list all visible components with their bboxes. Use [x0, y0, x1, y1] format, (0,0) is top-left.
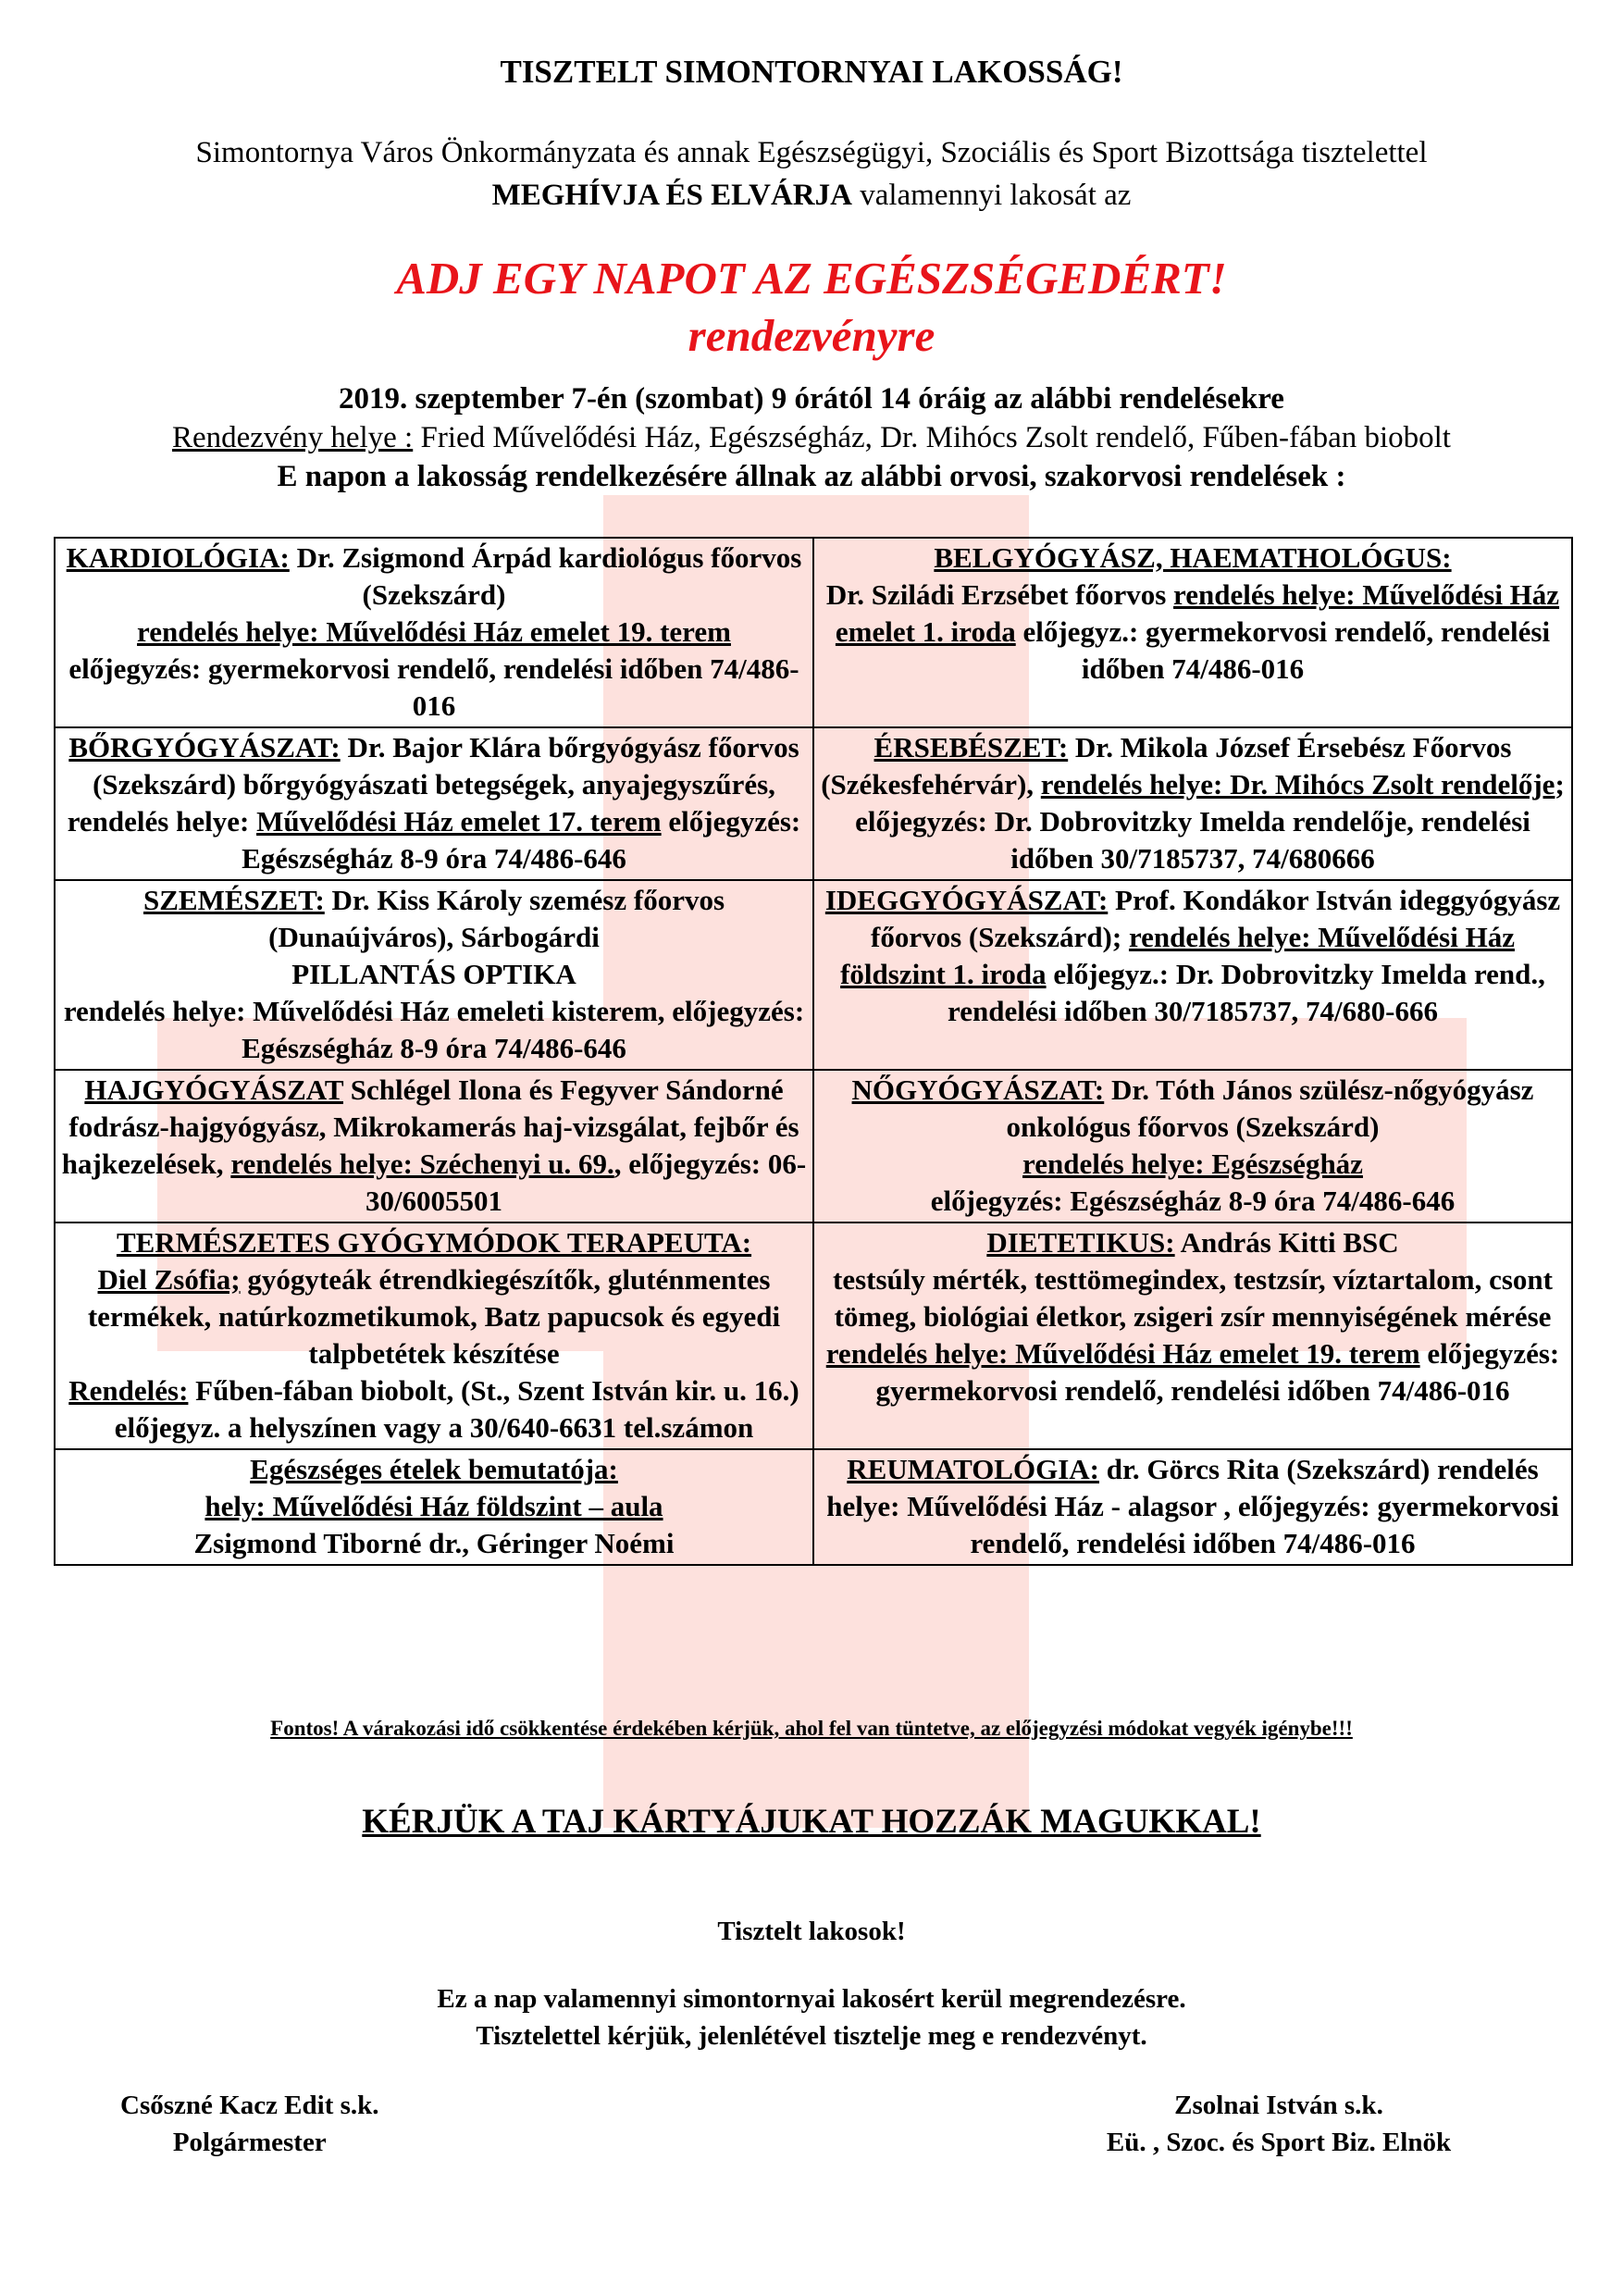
event-date: 2019. szeptember 7-én (szombat) 9 órától 14 óráig az alábbi rendelésekre [339, 382, 1284, 416]
service-text: gyógyteák étrendkiegészítők, gluténmentes termékek, natúrkozmetikumok, Batz papucsok és egyedi talpbetétek készítése [87, 1263, 781, 1370]
service-text: András Kitti BSC [1174, 1226, 1399, 1259]
service-place: rendelés helye: Művelődési Ház földszint 1. iroda [840, 921, 1515, 990]
service-cell-vascular-surgery [813, 727, 1572, 880]
dept-name: NŐGYÓGYÁSZAT: [851, 1074, 1105, 1106]
intro-rest: valamennyi lakosát az [851, 179, 1132, 212]
closing-line: Tisztelettel kérjük, jelenlétével tisztelje meg e rendezvényt. [476, 2021, 1147, 2051]
signature-name: Csőszné Kacz Edit s.k. [120, 2091, 379, 2120]
service-text: Fűben-fában biobolt, (St., Szent István kir. u. 16.) [188, 1374, 799, 1407]
dept-name: IDEGGYÓGYÁSZAT: [824, 884, 1109, 916]
service-text: Zsigmond Tiborné dr., Géringer Noémi [193, 1527, 675, 1559]
service-text: dr. Görcs Rita (Szekszárd) rendelés helye: Művelődési Ház - alagsor , előjegyzés: gyermekorvosi rendelő, rendelési időben 74/486-016 [826, 1453, 1559, 1559]
dept-name: REUMATOLÓGIA: [847, 1453, 1099, 1485]
signature-committee-chair [1047, 2087, 1510, 2161]
service-text: Dr. Bajor Klára bőrgyógyász főorvos (Szekszárd) bőrgyógyászati betegségek, anyajegyszűrés, rendelés helye: [67, 731, 799, 838]
service-text: , előjegyzés: 06-30/6005501 [365, 1148, 807, 1217]
event-title: ADJ EGY NAPOT AZ EGÉSZSÉGEDÉRT! [396, 253, 1227, 304]
service-cell-ophthalmology [55, 880, 813, 1070]
dept-name: TERMÉSZETES GYÓGYMÓDOK TERAPEUTA: [116, 1226, 752, 1259]
table-row [55, 1070, 1572, 1222]
service-cell-gynecology [813, 1070, 1572, 1222]
venue-label: Rendezvény helye : [172, 421, 414, 454]
service-cell-internal-medicine [813, 538, 1572, 727]
dept-name: DIETETIKUS: [986, 1226, 1175, 1259]
signature-role: Eü. , Szoc. és Sport Biz. Elnök [1106, 2128, 1452, 2157]
service-cell-neurology [813, 880, 1572, 1070]
event-details [0, 379, 1623, 496]
service-text: előjegyzés: gyermekorvosi rendelő, rendelési időben 74/486-016 [68, 652, 799, 722]
service-text: előjegyzés: Egészségház 8-9 óra 74/486-646 [242, 805, 801, 875]
service-place: hely: Művelődési Ház földszint – aula [204, 1490, 663, 1522]
closing-line: Ez a nap valamennyi simontornyai lakosért kerül megrendezésre. [437, 1984, 1186, 2014]
table-row [55, 727, 1572, 880]
intro-bold: MEGHÍVJA ÉS ELVÁRJA [491, 179, 852, 212]
service-cell-natural-therapy [55, 1222, 813, 1449]
event-subtitle: rendezvényre [688, 310, 935, 361]
service-text: Dr. Sziládi Erzsébet főorvos [825, 578, 1174, 611]
service-text: előjegyz. a helyszínen vagy a 30/640-6631 tel.számon [114, 1411, 754, 1444]
service-cell-trichology [55, 1070, 813, 1222]
service-text: PILLANTÁS OPTIKA [291, 958, 576, 990]
service-text: Dr. Zsigmond Árpád kardiológus főorvos (Szekszárd) [289, 541, 802, 611]
document-title: TISZTELT SIMONTORNYAI LAKOSSÁG! [500, 54, 1123, 90]
service-cell-rheumatology [813, 1449, 1572, 1565]
therapist-name: Diel Zsófia; [97, 1263, 241, 1296]
table-row [55, 880, 1572, 1070]
service-text: Dr. Mikola József Érsebész Főorvos (Székesfehérvár), [821, 731, 1512, 800]
signature-mayor [120, 2087, 379, 2161]
venue-text: Fried Művelődési Ház, Egészségház, Dr. Mihócs Zsolt rendelő, Fűben-fában biobolt [413, 421, 1451, 454]
dept-name: BŐRGYÓGYÁSZAT: [68, 731, 341, 763]
service-text: előjegyz.: Dr. Dobrovitzky Imelda rend., rendelési időben 30/7185737, 74/680-666 [948, 958, 1545, 1027]
service-text: Dr. Kiss Károly szemész főorvos (Dunaújváros), Sárbogárdi [268, 884, 725, 953]
dept-name: KARDIOLÓGIA: [66, 541, 290, 574]
service-text: előjegyzés: Egészségház 8-9 óra 74/486-646 [930, 1185, 1456, 1217]
service-text: előjegyzés: gyermekorvosi rendelő, rendelési időben 74/486-016 [875, 1337, 1560, 1407]
taj-card-notice: KÉRJÜK A TAJ KÁRTYÁJUKAT HOZZÁK MAGUKKAL! [362, 1803, 1261, 1841]
service-place: Művelődési Ház emelet 17. terem [256, 805, 662, 838]
dept-name: Egészséges ételek bemutatója: [250, 1453, 618, 1485]
service-place: rendelés helye: Széchenyi u. 69. [230, 1148, 614, 1180]
service-cell-cardiology [55, 538, 813, 727]
services-table [54, 537, 1573, 1566]
offer-line: E napon a lakosság rendelkezésére állnak az alábbi orvosi, szakorvosi rendelések : [277, 460, 1346, 493]
dept-name: HAJGYÓGYÁSZAT [84, 1074, 343, 1106]
service-place: rendelés helye: Művelődési Ház emelet 1. iroda [835, 578, 1560, 648]
closing-text [0, 1980, 1623, 2054]
intro-paragraph [0, 131, 1623, 217]
service-place: rendelés helye: Egészségház [1022, 1148, 1363, 1180]
service-text: rendelés helye: Művelődési Ház emeleti kisterem, előjegyzés: Egészségház 8-9 óra 74/486-646 [63, 995, 805, 1064]
service-text: testsúly mérték, testtömegindex, testzsír, víztartalom, csont tömeg, biológiai életkor, zsigeri zsír mennyiségének mérése [833, 1263, 1553, 1333]
service-text: Prof. Kondákor István ideggyógyász főorvos (Szekszárd); [871, 884, 1561, 953]
service-cell-healthy-food [55, 1449, 813, 1565]
dept-name: ÉRSEBÉSZET: [873, 731, 1069, 763]
service-place: rendelés helye: Dr. Mihócs Zsolt rendelője [1040, 768, 1555, 800]
signature-role: Polgármester [172, 2128, 327, 2157]
greeting: Tisztelt lakosok! [717, 1917, 906, 1946]
table-row [55, 1222, 1572, 1449]
dept-name: BELGYÓGYÁSZ, HAEMATHOLÓGUS: [934, 541, 1452, 574]
service-text: ; előjegyzés: Dr. Dobrovitzky Imelda rendelője, rendelési időben 30/7185737, 74/680666 [855, 768, 1565, 875]
service-text: Schlégel Ilona és Fegyver Sándorné fodrász-hajgyógyász, Mikrokamerás haj-vizsgálat, fejbőr és hajkezelések, [61, 1074, 799, 1180]
intro-line-2 [0, 174, 1623, 217]
service-place: rendelés helye: Művelődési Ház emelet 19. terem [137, 615, 731, 648]
service-place-label: Rendelés: [68, 1374, 189, 1407]
table-row [55, 538, 1572, 727]
event-venue [0, 418, 1623, 457]
service-text: előjegyz.: gyermekorvosi rendelő, rendelési időben 74/486-016 [1015, 615, 1551, 685]
table-row [55, 1449, 1572, 1565]
important-note: Fontos! A várakozási idő csökkentése érdekében kérjük, ahol fel van tüntetve, az előjegyzési módokat vegyék igénybe!!! [270, 1717, 1353, 1740]
service-cell-dietetics [813, 1222, 1572, 1449]
service-cell-dermatology [55, 727, 813, 880]
intro-line: Simontornya Város Önkormányzata és annak Egészségügyi, Szociális és Sport Bizottsága tisztelettel [195, 136, 1428, 169]
service-text: Dr. Tóth János szülész-nőgyógyász onkológus főorvos (Szekszárd) [1006, 1074, 1534, 1143]
service-place: rendelés helye: Művelődési Ház emelet 19. terem [825, 1337, 1420, 1370]
dept-name: SZEMÉSZET: [142, 884, 325, 916]
event-headline [0, 250, 1623, 365]
signature-name: Zsolnai István s.k. [1174, 2091, 1383, 2120]
